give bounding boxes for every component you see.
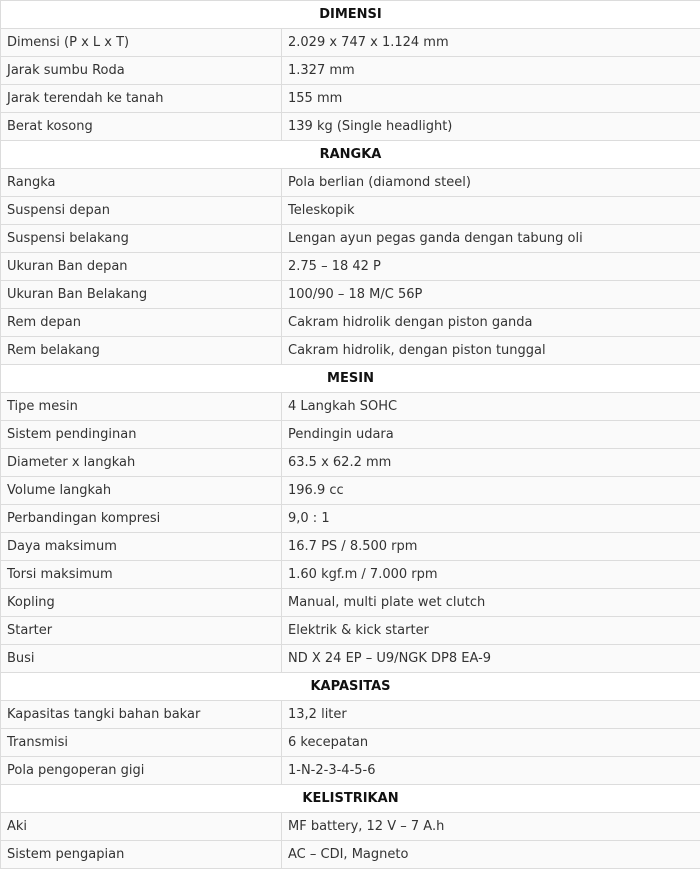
spec-value: 1.60 kgf.m / 7.000 rpm <box>282 561 700 589</box>
section-header-row <box>1 1 700 29</box>
spec-row <box>1 197 700 225</box>
spec-value: 155 mm <box>282 85 700 113</box>
spec-value: 6 kecepatan <box>282 729 700 757</box>
spec-row <box>1 169 700 197</box>
spec-label: Busi <box>1 645 282 673</box>
spec-row <box>1 617 700 645</box>
spec-label: Torsi maksimum <box>1 561 282 589</box>
spec-row <box>1 589 700 617</box>
spec-label: Starter <box>1 617 282 645</box>
spec-label: Aki <box>1 813 282 841</box>
spec-row <box>1 449 700 477</box>
spec-label: Jarak sumbu Roda <box>1 57 282 85</box>
section-title: DIMENSI <box>1 1 700 29</box>
spec-row <box>1 57 700 85</box>
spec-label: Kapasitas tangki bahan bakar <box>1 701 282 729</box>
spec-label: Rem belakang <box>1 337 282 365</box>
spec-value: ND X 24 EP – U9/NGK DP8 EA-9 <box>282 645 700 673</box>
spec-value: AC – CDI, Magneto <box>282 841 700 869</box>
spec-row <box>1 645 700 673</box>
section-title: RANGKA <box>1 141 700 169</box>
spec-label: Rem depan <box>1 309 282 337</box>
spec-value: 4 Langkah SOHC <box>282 393 700 421</box>
spec-label: Dimensi (P x L x T) <box>1 29 282 57</box>
spec-value: Manual, multi plate wet clutch <box>282 589 700 617</box>
spec-value: 139 kg (Single headlight) <box>282 113 700 141</box>
spec-value: 63.5 x 62.2 mm <box>282 449 700 477</box>
spec-row <box>1 337 700 365</box>
section-header-row <box>1 141 700 169</box>
spec-label: Suspensi belakang <box>1 225 282 253</box>
spec-value: 9,0 : 1 <box>282 505 700 533</box>
section-header-row <box>1 785 700 813</box>
spec-label: Jarak terendah ke tanah <box>1 85 282 113</box>
spec-row <box>1 477 700 505</box>
spec-value: 1-N-2-3-4-5-6 <box>282 757 700 785</box>
spec-label: Rangka <box>1 169 282 197</box>
spec-value: Pola berlian (diamond steel) <box>282 169 700 197</box>
spec-label: Diameter x langkah <box>1 449 282 477</box>
spec-value: Elektrik & kick starter <box>282 617 700 645</box>
spec-value: Cakram hidrolik dengan piston ganda <box>282 309 700 337</box>
spec-row <box>1 841 700 869</box>
spec-value: 196.9 cc <box>282 477 700 505</box>
spec-label: Tipe mesin <box>1 393 282 421</box>
spec-table-body <box>1 1 700 869</box>
section-header-row <box>1 673 700 701</box>
spec-row <box>1 505 700 533</box>
spec-row <box>1 393 700 421</box>
spec-label: Ukuran Ban depan <box>1 253 282 281</box>
spec-row <box>1 253 700 281</box>
spec-row <box>1 533 700 561</box>
spec-value: 2.029 x 747 x 1.124 mm <box>282 29 700 57</box>
spec-row <box>1 757 700 785</box>
spec-value: 13,2 liter <box>282 701 700 729</box>
spec-label: Pola pengoperan gigi <box>1 757 282 785</box>
spec-value: 1.327 mm <box>282 57 700 85</box>
spec-row <box>1 309 700 337</box>
spec-value: 2.75 – 18 42 P <box>282 253 700 281</box>
spec-value: Teleskopik <box>282 197 700 225</box>
spec-row <box>1 421 700 449</box>
spec-row <box>1 85 700 113</box>
spec-label: Sistem pengapian <box>1 841 282 869</box>
section-title: KELISTRIKAN <box>1 785 700 813</box>
spec-value: 100/90 – 18 M/C 56P <box>282 281 700 309</box>
spec-value: MF battery, 12 V – 7 A.h <box>282 813 700 841</box>
spec-row <box>1 225 700 253</box>
spec-row <box>1 561 700 589</box>
spec-label: Sistem pendinginan <box>1 421 282 449</box>
spec-label: Perbandingan kompresi <box>1 505 282 533</box>
spec-row <box>1 813 700 841</box>
spec-label: Volume langkah <box>1 477 282 505</box>
spec-value: Lengan ayun pegas ganda dengan tabung oli <box>282 225 700 253</box>
section-title: KAPASITAS <box>1 673 700 701</box>
spec-label: Berat kosong <box>1 113 282 141</box>
spec-row <box>1 29 700 57</box>
spec-label: Daya maksimum <box>1 533 282 561</box>
spec-label: Ukuran Ban Belakang <box>1 281 282 309</box>
spec-row <box>1 729 700 757</box>
spec-row <box>1 113 700 141</box>
spec-value: 16.7 PS / 8.500 rpm <box>282 533 700 561</box>
section-title: MESIN <box>1 365 700 393</box>
spec-value: Cakram hidrolik, dengan piston tunggal <box>282 337 700 365</box>
spec-row <box>1 281 700 309</box>
spec-value: Pendingin udara <box>282 421 700 449</box>
spec-row <box>1 701 700 729</box>
spec-label: Suspensi depan <box>1 197 282 225</box>
section-header-row <box>1 365 700 393</box>
spec-label: Kopling <box>1 589 282 617</box>
spec-label: Transmisi <box>1 729 282 757</box>
